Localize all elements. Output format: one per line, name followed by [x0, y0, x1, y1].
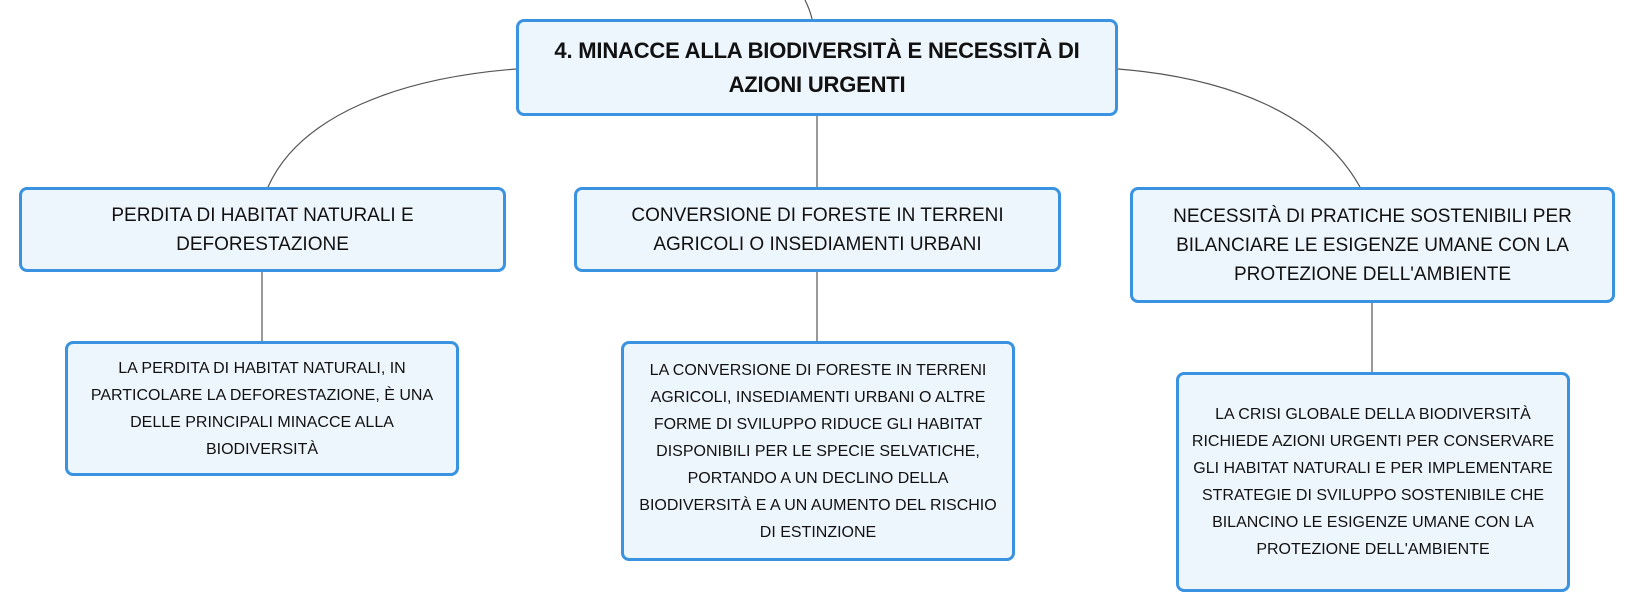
- topic-node-forest-conversion[interactable]: [574, 187, 1061, 272]
- topic-label: PERDITA DI HABITAT NATURALI E DEFORESTAZIONE: [111, 204, 414, 255]
- root-topic-node[interactable]: [516, 19, 1118, 116]
- topic-label: CONVERSIONE DI FORESTE IN TERRENI AGRICOLI O INSEDIAMENTI URBANI: [631, 204, 1004, 255]
- detail-text: LA CONVERSIONE DI FORESTE IN TERRENI AGRICOLI, INSEDIAMENTI URBANI O ALTRE FORME DI SVILUPPO RIDUCE GLI HABITAT DISPONIBILI PER LE SPECIE SELVATICHE, PORTANDO A UN DECLINO DELLA BIODIVERSITÀ E A UN AUMENTO DEL RISCHIO DI ESTINZIONE: [639, 361, 997, 541]
- root-topic-label: 4. MINACCE ALLA BIODIVERSITÀ E NECESSITÀ DI AZIONI URGENTI: [554, 37, 1080, 97]
- topic-label: NECESSITÀ DI PRATICHE SOSTENIBILI PER BILANCIARE LE ESIGENZE UMANE CON LA PROTEZIONE DELL'AMBIENTE: [1173, 205, 1572, 285]
- connector-parent-to-root: [805, 0, 812, 19]
- detail-node-habitat-loss[interactable]: [65, 341, 459, 476]
- connector-root-to-topic-1: [268, 69, 516, 187]
- topic-node-habitat-loss[interactable]: [19, 187, 506, 272]
- connector-root-to-topic-3: [1118, 69, 1360, 187]
- topic-node-sustainable-practices[interactable]: [1130, 187, 1615, 303]
- detail-text: LA PERDITA DI HABITAT NATURALI, IN PARTICOLARE LA DEFORESTAZIONE, È UNA DELLE PRINCIPALI MINACCE ALLA BIODIVERSITÀ: [90, 359, 434, 458]
- detail-node-sustainable-practices[interactable]: [1176, 372, 1570, 592]
- detail-node-forest-conversion[interactable]: [621, 341, 1015, 561]
- detail-text: LA CRISI GLOBALE DELLA BIODIVERSITÀ RICHIEDE AZIONI URGENTI PER CONSERVARE GLI HABITAT NATURALI E PER IMPLEMENTARE STRATEGIE DI SVILUPPO SOSTENIBILE CHE BILANCINO LE ESIGENZE UMANE CON LA PROTEZIONE DELL'AMBIENTE: [1191, 406, 1555, 558]
